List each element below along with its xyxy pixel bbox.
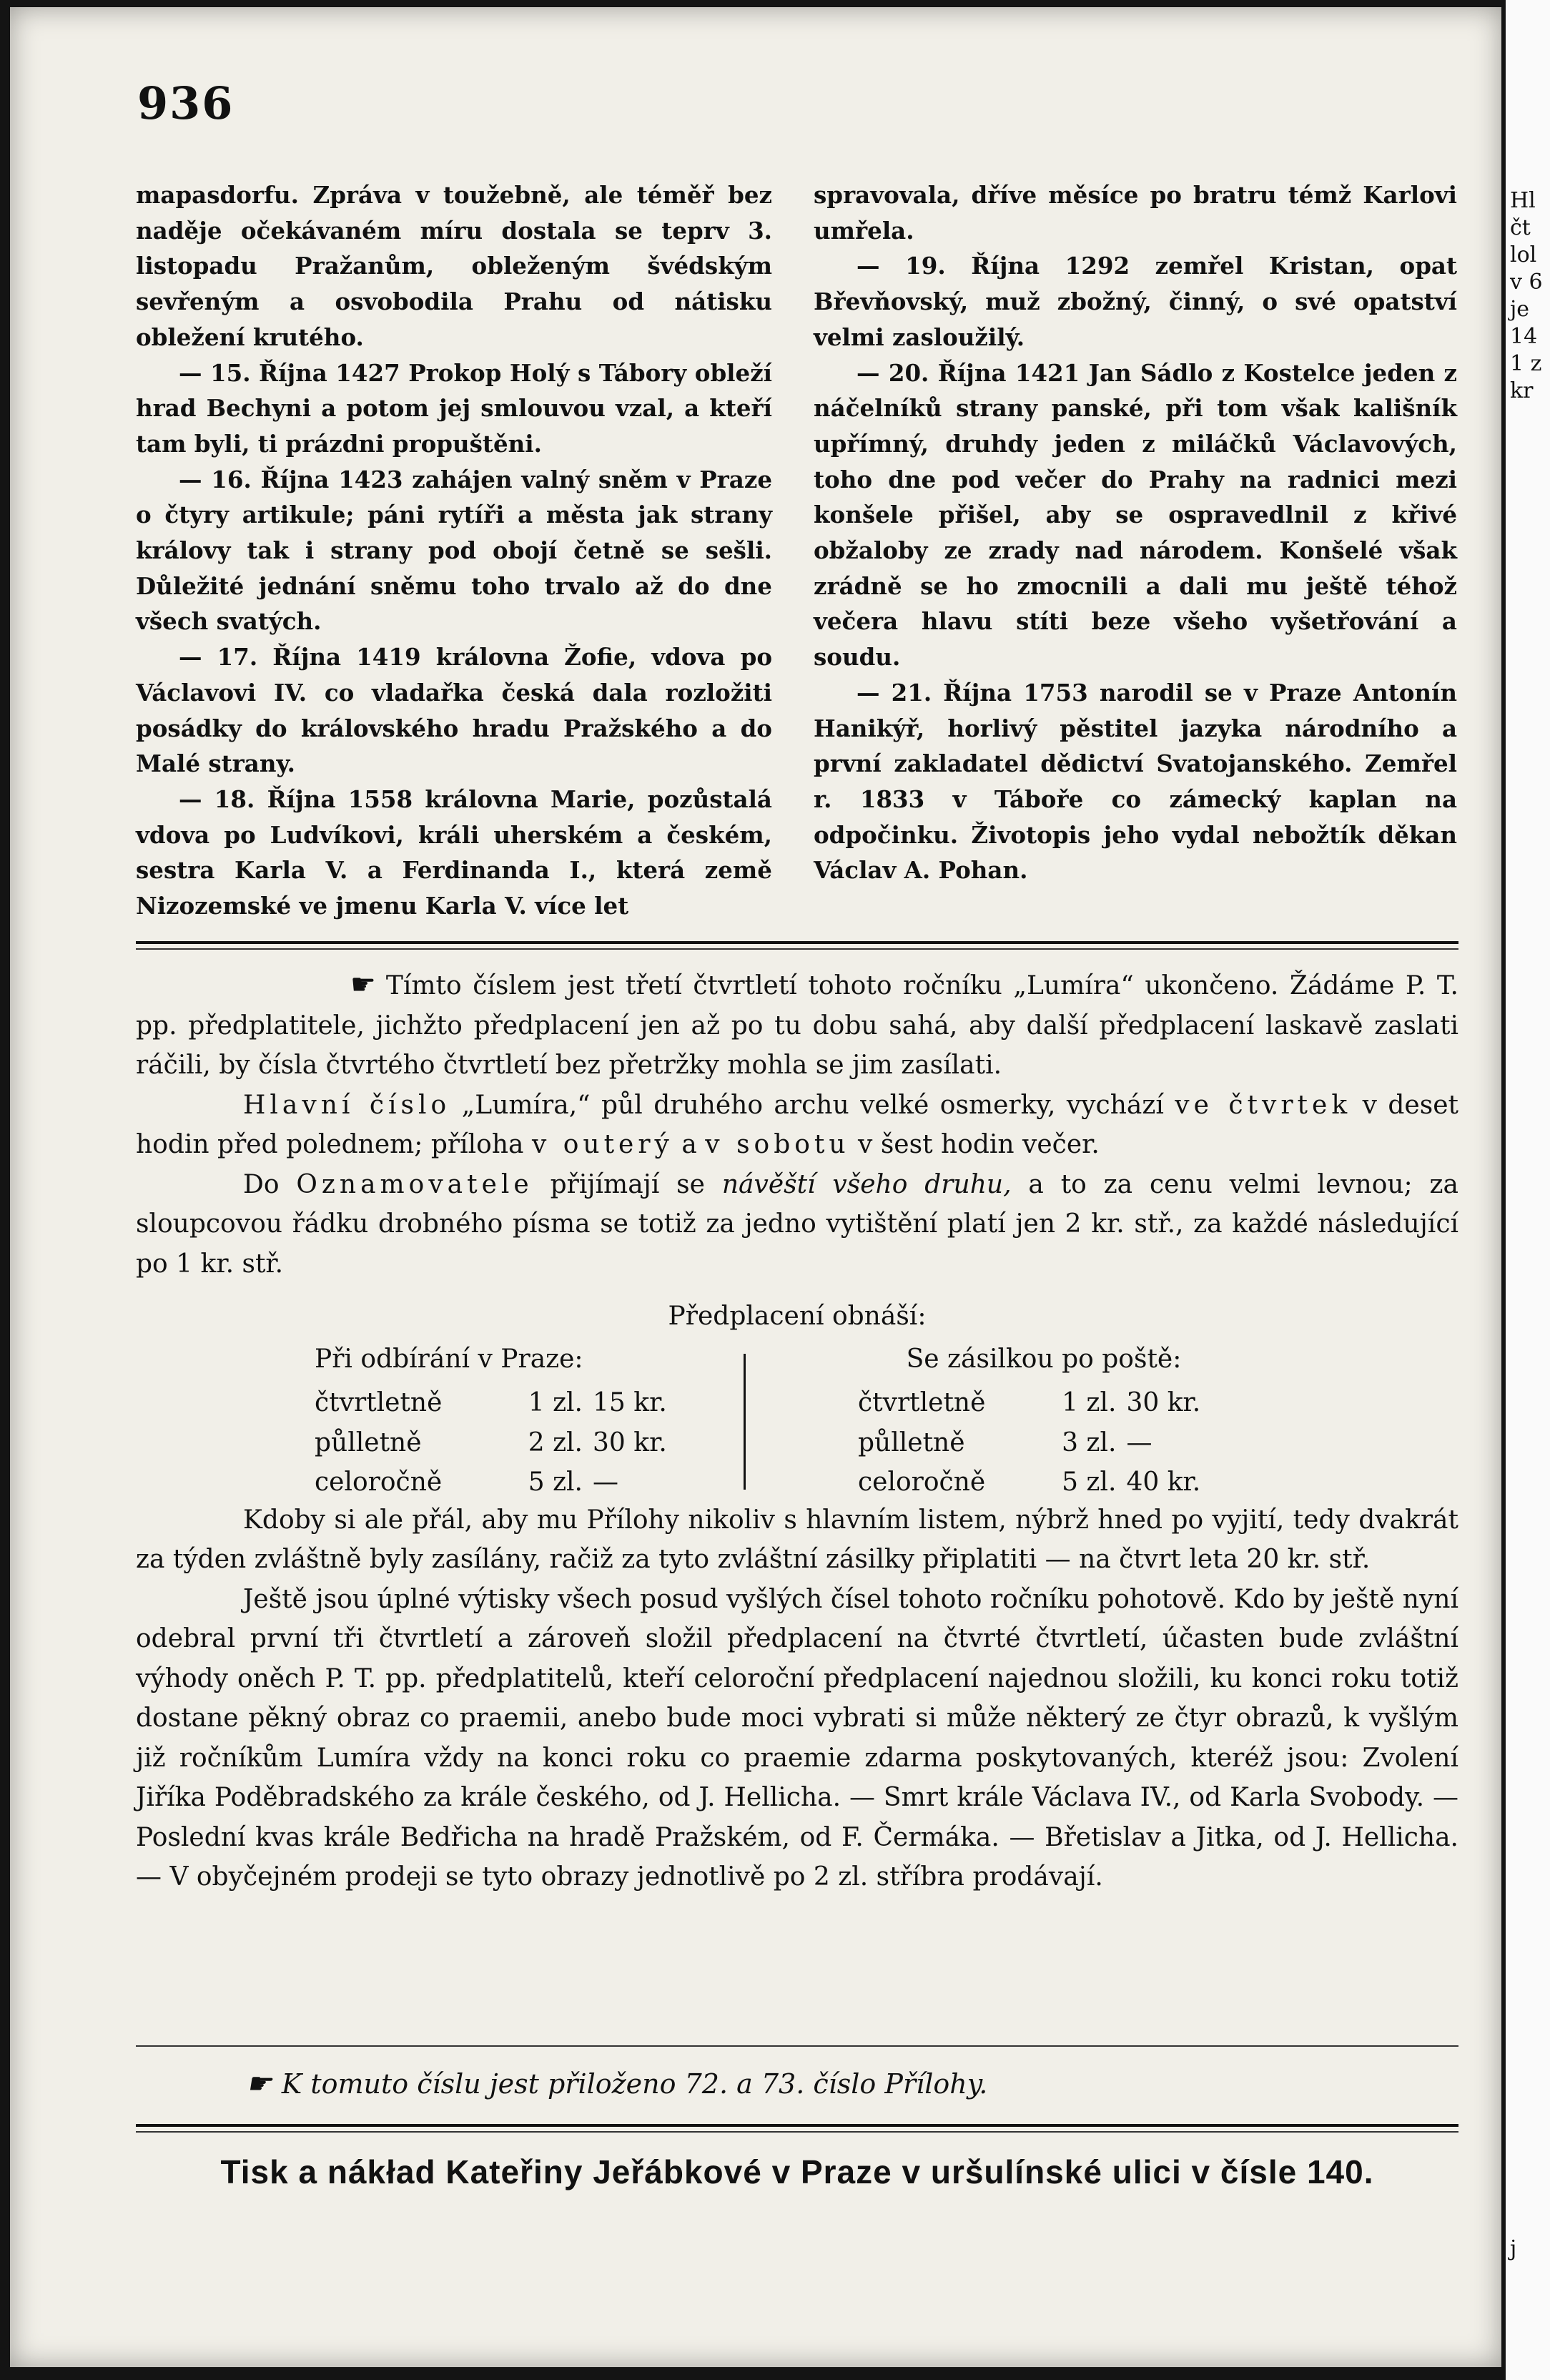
paragraph-continued: spravovala, dříve měsíce po bratru témž Karlovi umřela. bbox=[814, 181, 1457, 245]
weekday-saturday: v sobotu bbox=[705, 1130, 850, 1159]
edge-fragment: čt bbox=[1510, 215, 1531, 240]
paragraph-oct-19: — 19. Října 1292 zemřel Kristan, opat Břevňovský, muž zbožný, činný, o své opatství velmi zasloužilý. bbox=[814, 252, 1457, 351]
supplement-text: K tomuto číslu jest přiloženo 72. a 73. číslo Přílohy. bbox=[281, 2068, 988, 2100]
subscription-notice bbox=[136, 965, 1458, 1897]
price-row: půlletně 3 zl. — bbox=[858, 1427, 1152, 1457]
main-issue-label: Hlavní číslo bbox=[243, 1090, 451, 1120]
notice-paragraph-1 bbox=[136, 965, 1458, 1086]
adjacent-page-edge bbox=[1506, 0, 1550, 2380]
edge-fragment: Hl bbox=[1510, 188, 1536, 213]
edge-fragment: je bbox=[1510, 297, 1530, 322]
section-divider-thin bbox=[136, 948, 1458, 950]
notice-paragraph-4: Kdoby si ale přál, aby mu Přílohy nikoliv s hlavním listem, nýbrž hned po vyjití, tedy dvakrát za týden zvláštně byly zasílány, račiž za tyto zvláštní zásilky připlatiti — na čtvrt leta 20 kr. stř. bbox=[136, 1505, 1458, 1574]
supplement-divider bbox=[136, 2045, 1458, 2047]
paragraph-oct-18: — 18. Října 1558 královna Marie, pozůstalá vdova po Ludvíkovi, králi uherském a českém, sestra Karla V. a Ferdinanda I., která země Nizozemské ve jmenu Karla V. více let bbox=[136, 785, 772, 920]
price-row: celoročně 5 zl. — bbox=[315, 1467, 618, 1497]
price-local bbox=[315, 1339, 701, 1503]
pointing-hand-icon: ☛ bbox=[246, 2067, 272, 2100]
paragraph-oct-15: — 15. Října 1427 Prokop Holý s Tábory obleží hrad Bechyni a potom jej smlouvou vzal, a kteří tam byli, ti prázdni propuštěni. bbox=[136, 358, 772, 458]
paragraph-siege: mapasdorfu. Zpráva v toužebně, ale téměř bez naděje očekávaném míru dostala se teprv 3. listopadu Pražanům, obleženým švédským sevřeným a osvobodila Prahu od nátisku obležení krutého. bbox=[136, 181, 772, 351]
edge-fragment: lol bbox=[1510, 242, 1537, 267]
right-column bbox=[814, 177, 1457, 888]
price-post-title: Se zásilkou po poště: bbox=[906, 1344, 1182, 1374]
section-divider bbox=[136, 941, 1458, 944]
edge-fragment: 14 bbox=[1510, 324, 1538, 349]
imprint-divider-thin bbox=[136, 2131, 1458, 2133]
advert-text: přijímají se bbox=[550, 1169, 705, 1199]
imprint-divider bbox=[136, 2124, 1458, 2127]
price-local-title: Při odbírání v Praze: bbox=[315, 1344, 583, 1374]
price-row: čtvrtletně 1 zl. 15 kr. bbox=[315, 1388, 667, 1417]
main-issue-time: v deset hodin před polednem; příloha bbox=[136, 1090, 1458, 1159]
price-table bbox=[315, 1339, 1315, 1500]
paragraph-oct-20: — 20. Října 1421 Jan Sádlo z Kostelce jeden z náčelníků strany panské, při tom však kališník upřímný, druhdy jeden z miláčků Václavových, toho dne pod večer do Prahy na radnici mezi konšele přišel, aby se ospravedlnil z křivé obžaloby ze zrady nad národem. Konšelé však zrádně se ho zmocnili a dali mu ještě téhož večera hlavu stíti beze všeho vyšetřování a soudu. bbox=[814, 358, 1457, 672]
weekday-tuesday: v outerý bbox=[531, 1130, 673, 1159]
weekday-thursday: ve čtvrtek bbox=[1175, 1090, 1352, 1120]
price-post bbox=[858, 1339, 1230, 1503]
price-title: Předplacení obnáší: bbox=[668, 1302, 927, 1331]
paragraph-oct-17: — 17. Října 1419 královna Žofie, vdova po Václavovi IV. co vladařka česká dala rozložiti posádky do královského hradu Pražského a do Malé strany. bbox=[136, 643, 772, 778]
edge-fragment: v 6 bbox=[1510, 270, 1543, 295]
pointing-hand-icon: ☛ bbox=[350, 968, 376, 1001]
price-row: celoročně 5 zl. 40 kr. bbox=[858, 1467, 1201, 1497]
notice-paragraph-3 bbox=[136, 1165, 1458, 1284]
left-column bbox=[136, 177, 772, 924]
supplement-note bbox=[246, 2062, 1390, 2105]
conjunction: a bbox=[681, 1130, 697, 1159]
edge-fragment: 1 z bbox=[1510, 351, 1542, 376]
advert-price: a to za cenu velmi levnou; za sloupcovou řádku drobného písma se totiž za jedno vytištění platí jen 2 kr. stř., za každé následující po 1 kr. stř. bbox=[136, 1169, 1458, 1279]
supplement-time: v šest hodin večer. bbox=[858, 1130, 1100, 1159]
page-number: 936 bbox=[137, 77, 235, 129]
advert-paper-name: Oznamovatele bbox=[296, 1169, 533, 1199]
notice-paragraph-5: Ještě jsou úplné výtisky všech posud vyšlých čísel tohoto ročníku pohotově. Kdo by ještě nyní odebral první tři čtvrtletí a zároveň složil předplacení na čtvrté čtvrtletí, účasten bude zvláštní výhody oněch P. T. pp. předplatitelů, kteří celoroční předplacení najednou složili, ku konci roku totiž dostane pěkný obraz co praemii, anebo bude moci vybrati si může některý ze čtyr obrazů, k vyšlým již ročníkům Lumíra vždy na konci roku co praemie zdarma poskytovaných, kteréž jsou: Zvolení Jiříka Poděbradského za krále českého, od J. Hellicha. — Smrt krále Václava IV., od Karla Svobody. — Poslední kvas krále Bedřicha na hradě Pražském, od F. Čermáka. — Břetislav a Jitka, od J. Hellicha. — V obyčejném prodeji se tyto obrazy jednotlivě po 2 zl. stříbra prodávají. bbox=[136, 1584, 1458, 1892]
paragraph-oct-21: — 21. Října 1753 narodil se v Praze Antonín Hanikýř, horlivý pěstitel jazyka národního a první zakladatel dědictví Svatojanského. Zemřel r. 1833 v Táboře co zámecký kaplan na odpočinku. Životopis jeho vydal nebožtík děkan Václav A. Pohan. bbox=[814, 678, 1457, 885]
advert-kind: návěští všeho druhu, bbox=[721, 1169, 1012, 1199]
advert-intro: Do bbox=[243, 1169, 280, 1199]
printer-imprint: Tisk a nákład Kateřiny Jeřábkové v Praze v uršulínské ulici v čísle 140. bbox=[220, 2153, 1374, 2190]
edge-fragment: j bbox=[1510, 2236, 1517, 2261]
price-divider bbox=[744, 1354, 746, 1490]
main-issue-text: „Lumíra,“ půl druhého archu velké osmerky, vychází bbox=[461, 1090, 1164, 1120]
newspaper-page bbox=[10, 7, 1501, 2367]
notice-text-1: Tímto číslem jest třetí čtvrtletí tohoto ročníku „Lumíra“ ukončeno. Žádáme P. T. pp. předplatitele, jichžto předplacení jen až po tu dobu sahá, aby další předplacení laskavě zaslati ráčili, by čísla čtvrtého čtvrtletí bez přetržky mohla se jim zasílati. bbox=[136, 971, 1458, 1080]
paragraph-oct-16: — 16. Října 1423 zahájen valný sněm v Praze o čtyry artikule; páni rytíři a města jak strany královy tak i strany pod obojí četně se sešli. Důležité jednání sněmu toho trvalo až do dne všech svatých. bbox=[136, 465, 772, 636]
edge-fragment: kr bbox=[1510, 378, 1534, 403]
price-row: čtvrtletně 1 zl. 30 kr. bbox=[858, 1388, 1201, 1417]
notice-paragraph-2 bbox=[136, 1086, 1458, 1165]
price-row: půlletně 2 zl. 30 kr. bbox=[315, 1427, 667, 1457]
